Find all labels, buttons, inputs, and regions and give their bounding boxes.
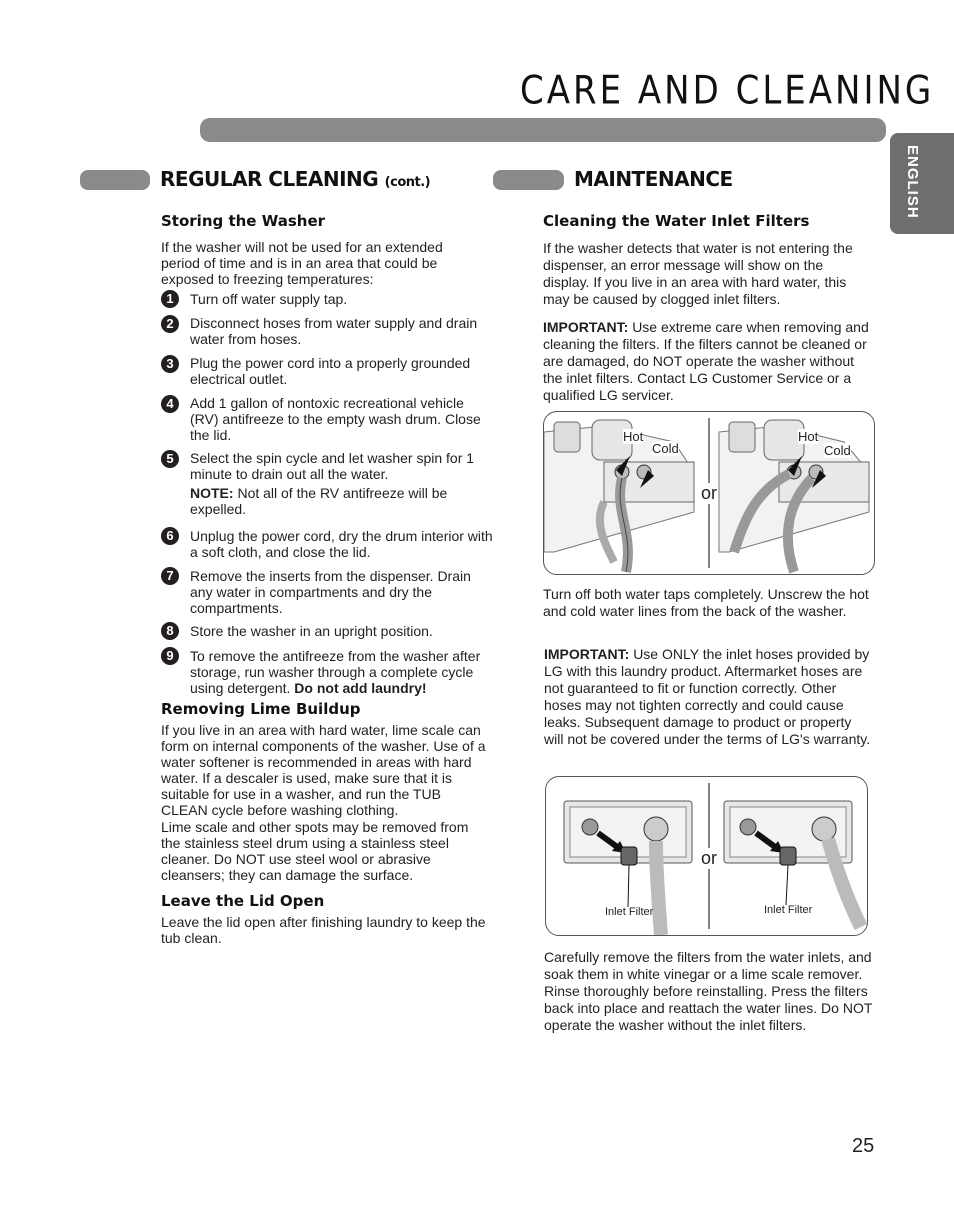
inlet-filter-label: Inlet Filter	[764, 904, 813, 916]
regular-cleaning-title: REGULAR CLEANING (cont.)	[160, 167, 431, 191]
step-number: 3	[161, 355, 179, 373]
maintenance-title: MAINTENANCE	[574, 167, 733, 191]
page-title: CARE AND CLEANING	[520, 68, 935, 114]
inlet-paragraph-2: Turn off both water taps completely. Unscrew the hot and cold water lines from the back of the washer.	[543, 586, 869, 619]
inlet-filter-label: Inlet Filter	[605, 906, 654, 918]
section-pill	[493, 170, 564, 190]
hot-label: Hot	[623, 429, 644, 444]
title-bar	[200, 118, 886, 142]
step-text: Select the spin cycle and let washer spin for 1 minute to drain out all the water.	[190, 450, 475, 482]
language-tab	[890, 133, 954, 234]
step-text: Plug the power cord into a properly grounded electrical outlet.	[190, 355, 471, 387]
page-number: 25	[852, 1135, 875, 1157]
lid-text: Leave the lid open after finishing laundry to keep the tub clean.	[161, 914, 486, 946]
step-number: 8	[161, 622, 179, 640]
storing-heading: Storing the Washer	[161, 212, 326, 230]
step-number: 2	[161, 315, 179, 333]
or-label: or	[701, 848, 718, 868]
hot-label: Hot	[798, 429, 819, 444]
step-text: Turn off water supply tap.	[190, 291, 348, 307]
step-text: Disconnect hoses from water supply and drain water from hoses.	[190, 315, 478, 347]
inlet-filters-heading: Cleaning the Water Inlet Filters	[543, 212, 810, 230]
step-text: Remove the inserts from the dispenser. Drain any water in compartments and dry the compartments.	[190, 568, 471, 616]
step-text: Add 1 gallon of nontoxic recreational vehicle (RV) antifreeze to the empty wash drum. Close the lid.	[190, 395, 481, 443]
language-tab-label: ENGLISH	[904, 145, 921, 219]
lime-heading: Removing Lime Buildup	[161, 700, 361, 718]
important-note-1: IMPORTANT: Use extreme care when removing and cleaning the filters. If the filters cannot be cleaned or are damaged, do NOT operate the washer without the inlet filters. Contact LG Customer Service or a qualified LG servicer.	[543, 319, 869, 403]
step-number: 1	[161, 290, 179, 308]
step-text: Unplug the power cord, dry the drum interior with a soft cloth, and close the lid.	[190, 528, 493, 560]
section-pill	[80, 170, 150, 190]
hose-disconnect-figure	[543, 411, 875, 575]
step-note: NOTE: Not all of the RV antifreeze will be expelled.	[190, 485, 448, 517]
cold-label: Cold	[652, 441, 679, 456]
inlet-filter-figure	[545, 776, 868, 936]
step-number: 6	[161, 527, 179, 545]
important-note-2: IMPORTANT: Use ONLY the inlet hoses provided by LG with this laundry product. Aftermarket hoses are not guaranteed to fit or function correctly. Other hoses may not tighten correctly and could cause leaks. Subsequent damage to product or property will not be covered under the terms of LG's warranty.	[544, 646, 871, 747]
cold-label: Cold	[824, 443, 851, 458]
step-number: 7	[161, 567, 179, 585]
step-number: 5	[161, 450, 179, 468]
inlet-paragraph-1: If the washer detects that water is not entering the dispenser, an error message will show on the display. If you live in an area with hard water, this may be caused by clogged inlet filters.	[543, 240, 853, 307]
lime-paragraph-2: Lime scale and other spots may be removed from the stainless steel drum using a stainless steel cleaner. Do NOT use steel wool or abrasive cleansers; they can damage the surface.	[161, 819, 469, 883]
lid-heading: Leave the Lid Open	[161, 892, 325, 910]
inlet-paragraph-3: Carefully remove the filters from the water inlets, and soak them in white vinegar or a lime scale remover. Rinse thoroughly before reinstalling. Press the filters back into place and reattach the water lines. Do NOT operate the washer without the inlet filters.	[544, 949, 873, 1033]
storing-intro: If the washer will not be used for an extended period of time and is in an area that could be exposed to freezing temperatures:	[161, 239, 443, 287]
step-text: To remove the antifreeze from the washer after storage, run washer through a complete cycle using detergent. Do not add laundry!	[190, 648, 481, 696]
or-label: or	[701, 483, 718, 503]
step-number: 4	[161, 395, 179, 413]
lime-paragraph-1: If you live in an area with hard water, lime scale can form on internal components of the washer. Use of a water softener is recommended in areas with hard water. If a descaler is used, make sure that it is suitable for use in a washer, and run the TUB CLEAN cycle before washing clothing.	[161, 722, 486, 818]
step-text: Store the washer in an upright position.	[190, 623, 433, 639]
step-number: 9	[161, 647, 179, 665]
